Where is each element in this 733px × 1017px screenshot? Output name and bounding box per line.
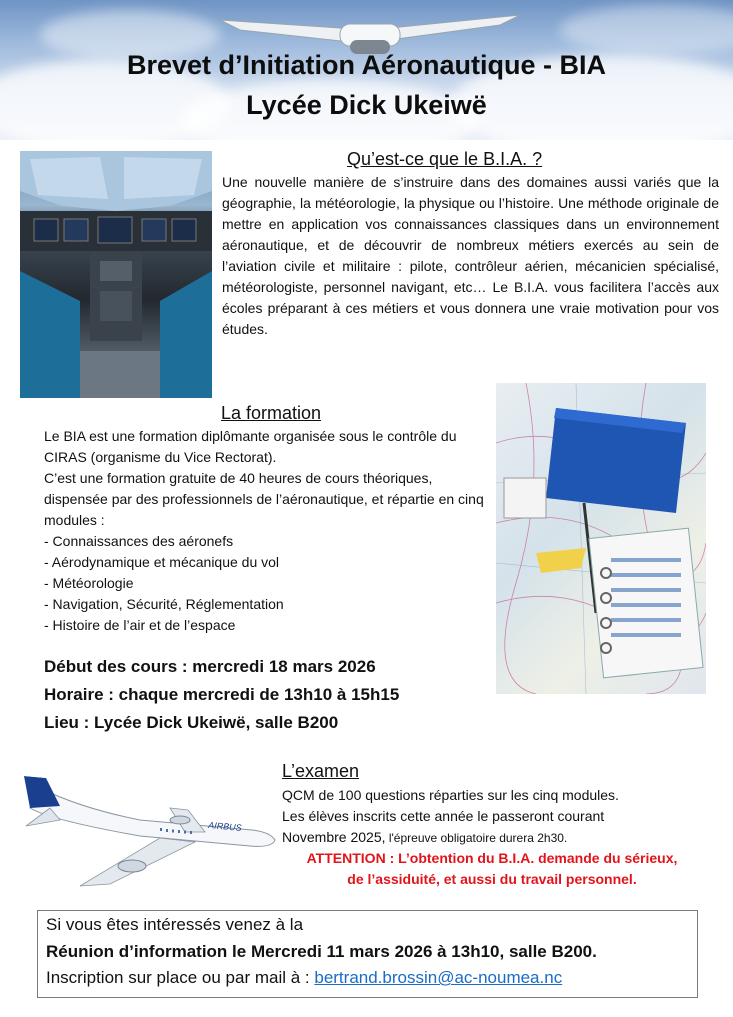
start-date: Début des cours : mercredi 18 mars 2026 [44, 657, 376, 676]
info-meeting: Réunion d’information le Mercredi 11 mars 2026 à 13h10, salle B200. [46, 942, 597, 961]
list-item: - Navigation, Sécurité, Réglementation [44, 596, 284, 612]
info-registration [46, 968, 562, 988]
header-banner [0, 0, 733, 140]
registration-prefix: Inscription sur place ou par mail à : [46, 968, 315, 987]
what-heading: Qu’est-ce que le B.I.A. ? [347, 149, 543, 169]
page-title: Brevet d’Initiation Aéronautique - BIA [126, 50, 607, 80]
attention-line-1: ATTENTION : L’obtention du B.I.A. demande du sérieux, [306, 850, 678, 866]
exam-line-3 [282, 827, 567, 849]
exam-duration: l'épreuve obligatoire durera 2h30. [385, 831, 568, 845]
modules-list [44, 531, 284, 636]
exam-heading: L’examen [282, 761, 360, 781]
map-photo [496, 383, 706, 694]
schedule-place: Lieu : Lycée Dick Ukeiwë, salle B200 [44, 713, 339, 732]
what-text: Une nouvelle manière de s’instruire dans des domaines aussi variés que la géographie, la météorologie, la physique ou l’histoire. Une méthode originale de mettre en application vos connaissances classiques dans un environnement aéronautique, et de découvrir de nombreux métiers exercés au sein de l’aviation civile et militaire : pilote, contrôleur aérien, mécanicien spécialisé, météorologiste, personnel navigant, etc… Le B.I.A. vous facilitera l’accès aux écoles préparant à ces métiers et vous donnera une vraie motivation pour vos études. [222, 174, 719, 337]
list-item: - Connaissances des aéronefs [44, 533, 234, 549]
cockpit-photo [20, 151, 212, 398]
info-box [37, 910, 698, 998]
exam-month: Novembre 2025, [282, 829, 386, 845]
list-item: - Aérodynamique et mécanique du vol [44, 554, 280, 570]
info-line-1: Si vous êtes intéressés venez à la [46, 915, 304, 934]
page-subtitle: Lycée Dick Ukeiwë [246, 90, 487, 120]
schedule-hours: Horaire : chaque mercredi de 13h10 à 15h15 [44, 685, 400, 704]
airbus-plane-icon [20, 768, 278, 888]
formation-intro-1: Le BIA est une formation diplômante organisée sous le contrôle du CIRAS (organisme du Vice Rectorat). [44, 428, 457, 465]
list-item: - Histoire de l’air et de l’espace [44, 617, 236, 633]
exam-line-2: Les élèves inscrits cette année le passeront courant [282, 808, 605, 824]
exam-line-1: QCM de 100 questions réparties sur les cinq modules. [282, 787, 619, 803]
email-link[interactable]: bertrand.brossin@ac-noumea.nc [314, 968, 563, 987]
airbus-livery-text: AIRBUS [207, 820, 243, 833]
formation-intro-2: C’est une formation gratuite de 40 heures de cours théoriques, dispensée par des professionnels de l’aéronautique, et répartie en cinq modules : [44, 470, 484, 528]
attention-line-2: de l’assiduité, et aussi du travail personnel. [347, 871, 637, 887]
formation-heading: La formation [221, 403, 322, 423]
list-item: - Météorologie [44, 575, 134, 591]
